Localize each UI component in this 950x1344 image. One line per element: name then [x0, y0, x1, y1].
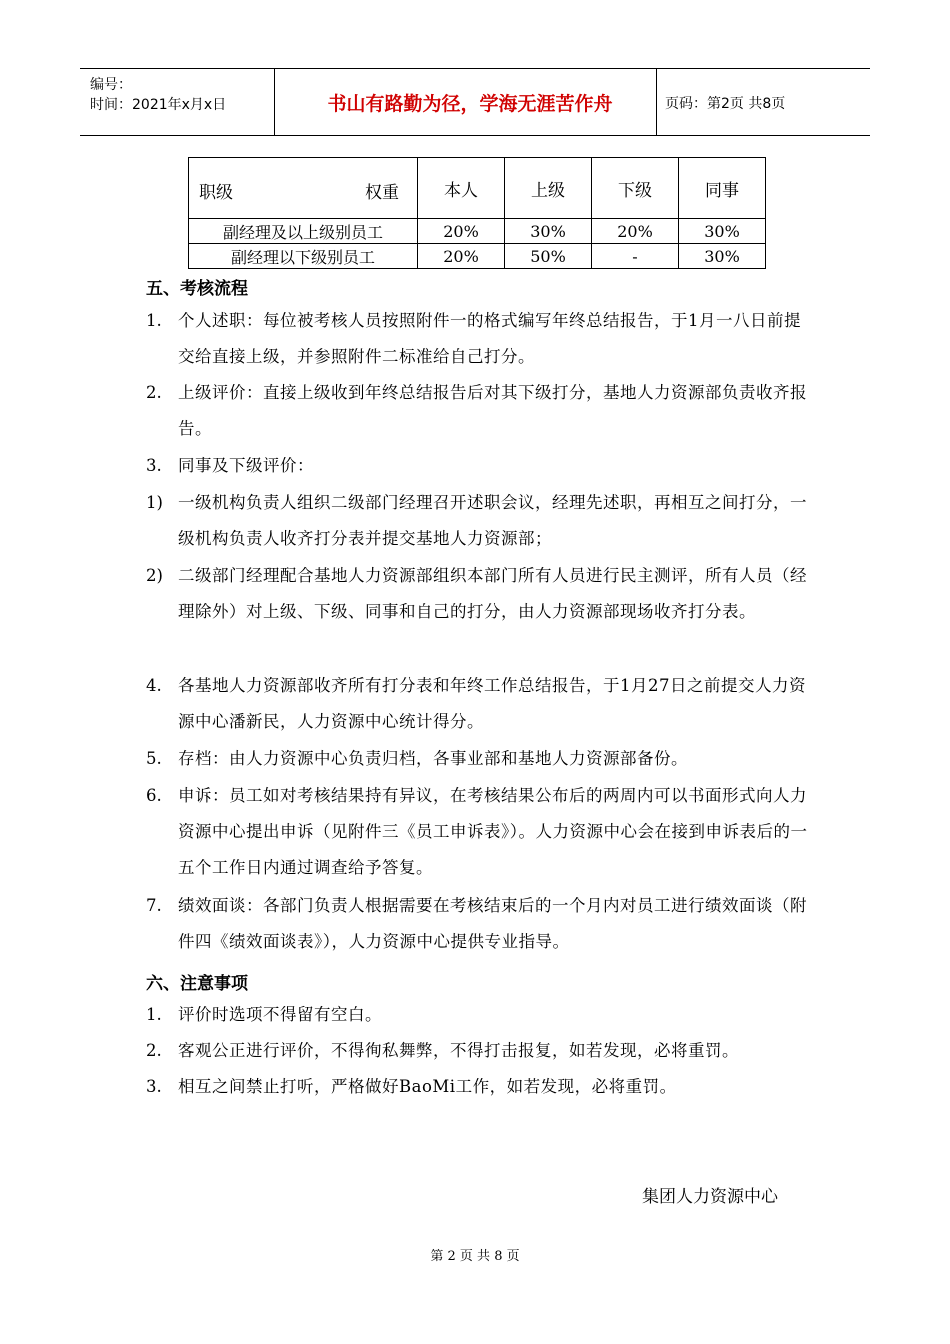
table-cell: 30% [505, 219, 592, 244]
item-number: 6. [146, 786, 162, 805]
table-cell: 50% [505, 244, 592, 269]
list-item [146, 997, 816, 1033]
column-header: 同事 [679, 158, 766, 219]
item-number: 2. [146, 383, 162, 402]
table-cell: - [592, 244, 679, 269]
table-row [189, 219, 766, 244]
header-meta [90, 75, 226, 115]
header-page-number: 页码：第2页 共8页 [665, 96, 786, 112]
corner-left-label: 职级 [199, 183, 233, 203]
section-title: 六、注意事项 [146, 974, 248, 994]
header-motto: 书山有路勤为径，学海无涯苦作舟 [327, 93, 613, 115]
table-cell: 30% [679, 219, 766, 244]
item-text: 各基地人力资源部收齐所有打分表和年终工作总结报告，于1月27日之前提交人力资源中心潘新民，人力资源中心统计得分。 [178, 676, 806, 731]
column-header: 下级 [592, 158, 679, 219]
page-header [80, 68, 870, 136]
table-cell: 20% [418, 244, 505, 269]
list-item [146, 1033, 816, 1069]
signature: 集团人力资源中心 [642, 1187, 778, 1207]
item-number: 3. [146, 456, 162, 475]
list-item [146, 485, 816, 557]
list-item [146, 448, 816, 484]
list-item [146, 375, 816, 447]
item-text: 绩效面谈：各部门负责人根据需要在考核结束后的一个月内对员工进行绩效面谈（附件四《绩效面谈表》），人力资源中心提供专业指导。 [178, 896, 807, 951]
item-number: 5. [146, 749, 162, 768]
header-divider [656, 69, 657, 135]
row-level: 副经理及以上级别员工 [189, 219, 418, 244]
item-number: 7. [146, 896, 162, 915]
list-item [146, 888, 816, 960]
list-item [146, 741, 816, 777]
list-item [146, 303, 816, 375]
corner-right-label: 权重 [365, 183, 399, 203]
item-text: 上级评价：直接上级收到年终总结报告后对其下级打分，基地人力资源部负责收齐报告。 [178, 383, 807, 438]
item-number: 1. [146, 1005, 162, 1024]
list-item [146, 1069, 816, 1105]
section-title: 五、考核流程 [146, 279, 248, 299]
item-number: 3. [146, 1077, 162, 1096]
item-text: 相互之间禁止打听，严格做好BaoMi工作，如若发现，必将重罚。 [178, 1077, 677, 1096]
list-item [146, 778, 816, 886]
table-cell: 30% [679, 244, 766, 269]
weight-table-header-row [189, 158, 766, 219]
column-header: 本人 [418, 158, 505, 219]
list-item [146, 558, 816, 630]
table-cell: 20% [418, 219, 505, 244]
item-text: 存档：由人力资源中心负责归档，各事业部和基地人力资源部备份。 [178, 749, 688, 768]
item-number: 2) [146, 566, 163, 585]
item-text: 二级部门经理配合基地人力资源部组织本部门所有人员进行民主测评，所有人员（经理除外）对上级、下级、同事和自己的打分，由人力资源部现场收齐打分表。 [178, 566, 807, 621]
item-text: 评价时选项不得留有空白。 [178, 1005, 382, 1024]
column-header: 上级 [505, 158, 592, 219]
item-text: 申诉：员工如对考核结果持有异议，在考核结果公布后的两周内可以书面形式向人力资源中心提出申诉（见附件三《员工申诉表》）。人力资源中心会在接到申诉表后的一五个工作日内通过调查给予答复。 [178, 786, 808, 877]
table-row [189, 244, 766, 269]
row-level: 副经理以下级别员工 [189, 244, 418, 269]
item-text: 一级机构负责人组织二级部门经理召开述职会议，经理先述职，再相互之间打分，一级机构负责人收齐打分表并提交基地人力资源部； [178, 493, 807, 548]
item-text: 客观公正进行评价，不得徇私舞弊，不得打击报复，如若发现，必将重罚。 [178, 1041, 739, 1060]
document-date: 时间：2021年x月x日 [90, 97, 227, 113]
page-footer: 第 2 页 共 8 页 [430, 1249, 520, 1264]
list-item [146, 668, 816, 740]
document-code: 编号： [90, 77, 132, 93]
corner-cell [189, 158, 418, 219]
item-text: 个人述职：每位被考核人员按照附件一的格式编写年终总结报告，于1月一八日前提交给直接上级，并参照附件二标准给自己打分。 [178, 311, 801, 366]
item-number: 1) [146, 493, 163, 512]
item-text: 同事及下级评价： [178, 456, 314, 475]
table-cell: 20% [592, 219, 679, 244]
weight-table [188, 157, 766, 269]
item-number: 2. [146, 1041, 162, 1060]
header-divider [274, 69, 275, 135]
item-number: 4. [146, 676, 162, 695]
item-number: 1. [146, 311, 162, 330]
